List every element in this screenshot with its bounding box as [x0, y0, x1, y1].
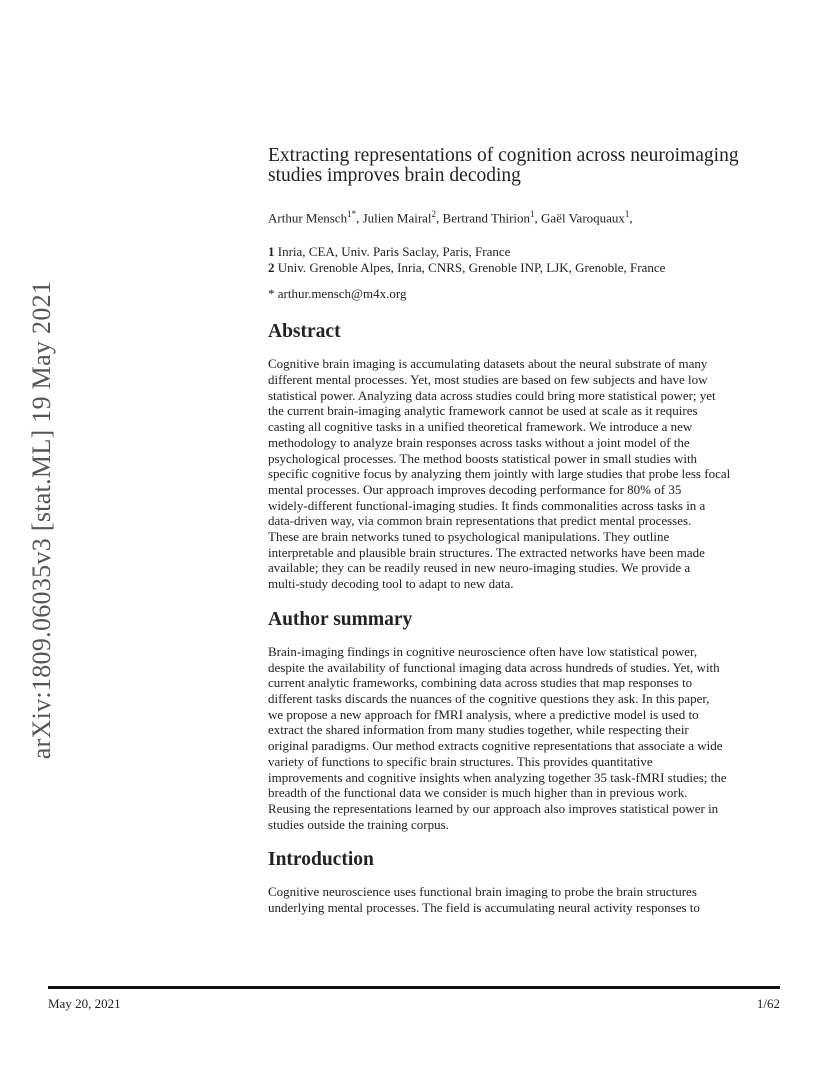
text-line: we propose a new approach for fMRI analysis, where a predictive model is used to: [268, 706, 699, 722]
author-summary-heading: Author summary: [268, 608, 413, 630]
arxiv-stamp: [22, 270, 62, 770]
text-line: breadth of the functional data we consider is much higher than in previous work.: [268, 785, 688, 801]
author-name: Arthur Mensch: [268, 210, 348, 226]
text-line: mental processes. Our approach improves decoding performance for 80% of 35: [268, 481, 682, 497]
text-line: Reusing the representations learned by our approach also improves statistical power in: [268, 800, 719, 816]
author-sup: 1: [624, 209, 630, 219]
footer-date: May 20, 2021: [48, 996, 121, 1011]
author-sup: 1: [530, 209, 535, 219]
text-line: variety of functions to specific brain structures. This provides quantitative: [268, 753, 653, 769]
text-line: multi-study decoding tool to adapt to new data.: [268, 576, 514, 592]
text-line: interpretable and plausible brain structures. The extracted networks have been made: [268, 544, 705, 560]
text-line: different mental processes. Yet, most studies are based on few subjects and have low: [268, 372, 708, 388]
text-line: Cognitive brain imaging is accumulating datasets about the neural substrate of many: [268, 356, 708, 372]
affiliation-number: 1: [268, 244, 275, 260]
text-line: These are brain networks tuned to psychological manipulations. They outline: [268, 529, 670, 545]
author-list: Arthur Mensch$^{1*}$, Julien Mairal$^2$, Bertrand Thirion$^1$, Gaël Varoquaux$^1$,: [268, 209, 633, 226]
text-line: Brain-imaging findings in cognitive neuroscience often have low statistical power,: [268, 643, 698, 659]
text-line: improvements and cognitive insights when analyzing together 35 task-fMRI studies; the: [268, 769, 727, 785]
text-line: different tasks discards the nuances of the cognitive questions they ask. In this paper,: [268, 690, 710, 706]
author-name: Bertrand Thirion: [442, 210, 531, 226]
footer-rule: [48, 986, 780, 989]
affiliation-number: 2: [268, 260, 275, 276]
abstract-heading: Abstract: [268, 321, 341, 343]
text-line: despite the availability of functional imaging data across hundreds of studies. Yet, with: [268, 659, 720, 675]
affiliation-1: [268, 244, 788, 260]
text-line: underlying mental processes. The field is accumulating neural activity responses to: [268, 900, 700, 916]
author-name: Gaël Varoquaux: [541, 210, 625, 226]
paper-content: [268, 146, 788, 932]
author-sup: 1*: [347, 209, 357, 219]
title-line-1: Extracting representations of cognition across neuroimaging: [268, 145, 739, 166]
title-line-2: studies improves brain decoding: [268, 165, 521, 186]
page-number: 1/62: [756, 996, 780, 1011]
abstract-text: [268, 356, 788, 592]
text-line: data-driven way, via common brain representations that predict mental processes.: [268, 513, 692, 529]
author-name: Julien Mairal: [362, 210, 432, 226]
introduction-heading: Introduction: [268, 849, 374, 871]
text-line: methodology to analyze brain responses across tasks without a joint model of the: [268, 434, 690, 450]
text-line: statistical power. Analyzing data across studies could bring more statistical power; yet: [268, 387, 716, 403]
text-line: original paradigms. Our method extracts cognitive representations that associate a wide: [268, 738, 723, 754]
arxiv-stamp-text: arXiv:1809.06035v3 [stat.ML] 19 May 2021: [27, 280, 56, 760]
text-line: available; they can be readily reused in new neuro-imaging studies. We provide a: [268, 560, 691, 576]
corresponding-email: * arthur.mensch@m4x.org: [268, 286, 407, 302]
text-line: the current brain-imaging analytic framework cannot be used at scale as it requires: [268, 403, 698, 419]
text-line: extract the shared information from many studies together, while respecting their: [268, 722, 689, 738]
affiliation-2: [268, 260, 788, 276]
text-line: specific cognitive focus by analyzing them jointly with large studies that probe less focal: [268, 466, 731, 482]
affiliation-text: Inria, CEA, Univ. Paris Saclay, Paris, France: [277, 244, 511, 260]
text-line: Cognitive neuroscience uses functional brain imaging to probe the brain structures: [268, 884, 697, 900]
introduction-text: [268, 884, 788, 915]
text-line: widely-different functional-imaging studies. It finds commonalities across tasks in a: [268, 497, 706, 513]
affiliation-text: Univ. Grenoble Alpes, Inria, CNRS, Grenoble INP, LJK, Grenoble, France: [277, 260, 666, 276]
text-line: psychological processes. The method boosts statistical power in small studies with: [268, 450, 698, 466]
text-line: studies outside the training corpus.: [268, 816, 449, 832]
text-line: current analytic frameworks, combining data across studies that map responses to: [268, 675, 693, 691]
text-line: casting all cognitive tasks in a unified theoretical framework. We introduce a new: [268, 419, 693, 435]
author-sup: 2: [431, 209, 437, 219]
author-summary-text: [268, 644, 788, 832]
paper-title: [268, 146, 788, 186]
